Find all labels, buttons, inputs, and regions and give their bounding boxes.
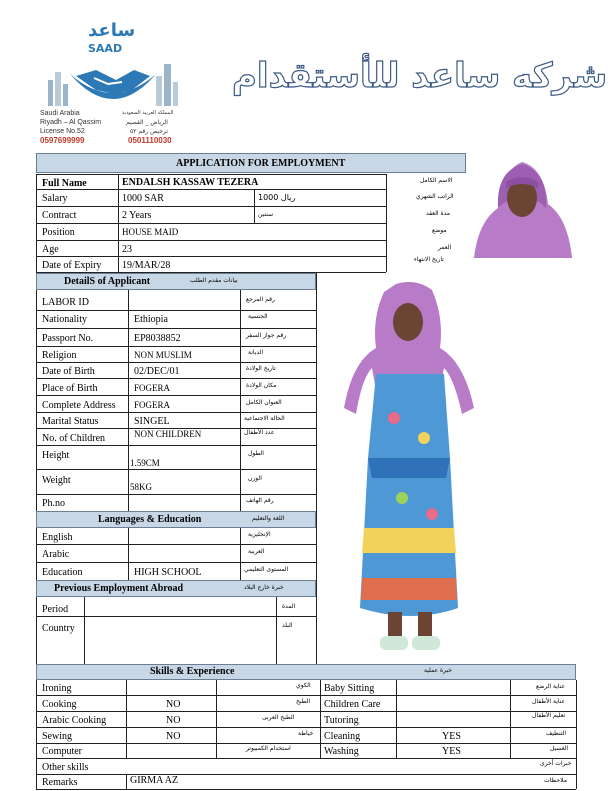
contract-value: 2 Years	[122, 210, 152, 221]
pob-label: Place of Birth	[42, 383, 98, 394]
children-ar: عدد الأطفال	[244, 429, 275, 436]
expiry-label: Date of Expiry	[42, 260, 102, 271]
skill-sewing-label: Sewing	[42, 731, 72, 742]
skills-header-bar	[36, 664, 576, 680]
previous-header-ar: خبرة خارج البلاد	[244, 584, 284, 591]
english-label: English	[42, 532, 73, 543]
nationality-label: Nationality	[42, 314, 87, 325]
arabic-ar: العربية	[248, 548, 265, 555]
english-ar: الإنجليزية	[248, 531, 271, 538]
religion-label: Religion	[42, 350, 77, 361]
applicant-header: DetailS of Applicant	[64, 276, 151, 287]
labor-id-ar: رقم المرجع	[246, 296, 275, 303]
contract-ar-value: سنتين	[258, 211, 274, 218]
skill-arabic-cooking-label: Arabic Cooking	[42, 715, 107, 726]
other-skills-label: Other skills	[42, 762, 89, 773]
skill-tutoring-label: Tutoring	[324, 715, 359, 726]
weight-value: 58KG	[130, 482, 152, 492]
skill-babysitting-label: Baby Sitting	[324, 683, 375, 694]
nationality-ar: الجنسية	[248, 313, 268, 320]
company-title: شركه ساعد للأستقدام	[232, 56, 608, 96]
children-value: NON CHILDREN	[134, 429, 202, 439]
phone-ar: رقم الهاتف	[246, 497, 274, 504]
height-value: 1.59CM	[130, 458, 160, 468]
logo-latin-name: SAAD	[88, 42, 123, 55]
position-label: Position	[42, 227, 75, 238]
previous-header: Previous Employment Abroad	[54, 583, 184, 594]
logo-right-line: ترخيص رقم ٥٢	[130, 128, 168, 135]
skill-ironing-ar: الكوي	[296, 682, 311, 689]
children-label: No. of Children	[42, 433, 106, 444]
weight-ar: الوزن	[248, 475, 262, 482]
pob-ar: مكان الولادة	[246, 382, 277, 389]
arabic-label: Arabic	[42, 549, 70, 560]
skill-arabic-cooking-ar: الطبخ العربى	[262, 714, 295, 721]
applicant-headshot	[468, 152, 576, 258]
company-logo	[30, 18, 196, 150]
skill-ironing-label: Ironing	[42, 683, 72, 694]
salary-ar: الراتب الشهري	[416, 193, 454, 200]
salary-ar-value: 1000 ريال	[258, 193, 296, 202]
age-ar: العمر	[438, 244, 452, 251]
passport-label: Passport No.	[42, 333, 94, 344]
position-ar: موضع	[432, 227, 447, 234]
address-value: FOGERA	[134, 400, 171, 410]
height-ar: الطول	[248, 450, 264, 457]
marital-ar: الحالة الاجتماعية	[244, 415, 285, 422]
age-value: 23	[122, 244, 132, 255]
position-value: HOUSE MAID	[122, 227, 179, 237]
remarks-ar: ملاحظات	[544, 777, 567, 784]
passport-ar: رقم جواز السفر	[246, 332, 287, 339]
dob-value: 02/DEC/01	[134, 366, 180, 377]
phone-label: Ph.no	[42, 498, 66, 509]
skill-babysitting-ar: عناية الرضع	[536, 683, 566, 690]
languages-header: Languages & Education	[98, 514, 202, 525]
skill-cooking-ar: الطبخ	[296, 698, 311, 705]
languages-header-ar: اللغة والتعليم	[252, 515, 285, 522]
logo-right-line: الرياض _ القصيم	[126, 119, 168, 126]
form-title: APPLICATION FOR EMPLOYMENT	[176, 158, 346, 169]
nationality-value: Ethiopia	[134, 314, 168, 325]
full-name-value: ENDALSH KASSAW TEZERA	[122, 177, 259, 188]
country-label: Country	[42, 623, 75, 634]
religion-ar: الديانة	[248, 349, 264, 356]
skill-childcare-label: Children Care	[324, 699, 381, 710]
education-ar: المستوى التعليمي	[244, 566, 289, 573]
skill-arabic-cooking-value: NO	[166, 715, 181, 726]
salary-label: Salary	[42, 193, 68, 204]
education-value: HIGH SCHOOL	[134, 567, 202, 578]
logo-left-line: License No.52	[40, 128, 85, 135]
applicant-full-photo	[336, 278, 486, 666]
address-ar: العنوان الكامل	[246, 399, 282, 406]
skill-childcare-ar: عناية الأطفال	[532, 698, 566, 705]
skill-tutoring-ar: تعليم الأطفال	[532, 712, 566, 719]
full-name-ar: الاسم الكامل	[420, 177, 453, 184]
full-name-label: Full Name	[42, 178, 87, 189]
pob-value: FOGERA	[134, 383, 171, 393]
skill-washing-label: Washing	[324, 746, 359, 757]
skill-sewing-ar: خياطة	[298, 730, 314, 737]
expiry-value: 19/MAR/28	[122, 260, 171, 271]
marital-label: Marital Status	[42, 416, 99, 427]
labor-id-label: LABOR ID	[42, 297, 89, 308]
skill-sewing-value: NO	[166, 731, 181, 742]
passport-value: EP8038852	[134, 333, 181, 344]
age-label: Age	[42, 244, 59, 255]
logo-phone-left: 0597699999	[40, 136, 85, 145]
skill-cleaning-value: YES	[442, 731, 461, 742]
skills-header: Skills & Experience	[150, 666, 235, 677]
period-ar: المدة	[282, 603, 296, 610]
skill-computer-label: Computer	[42, 746, 82, 757]
skill-washing-ar: الغسيل	[550, 745, 569, 752]
logo-phone-right: 0501110030	[128, 136, 172, 145]
skill-cleaning-ar: التنظيف	[546, 730, 567, 737]
skill-cooking-label: Cooking	[42, 699, 77, 710]
remarks-value: GIRMA AZ	[130, 775, 179, 786]
expiry-ar: تاريخ الانتهاء	[414, 256, 444, 263]
marital-value: SINGEL	[134, 416, 170, 427]
contract-label: Contract	[42, 210, 77, 221]
salary-value: 1000 SAR	[122, 193, 164, 204]
skills-header-ar: خبرة عملية	[424, 667, 452, 674]
weight-label: Weight	[42, 475, 71, 486]
height-label: Height	[42, 450, 70, 461]
remarks-label: Remarks	[42, 777, 78, 788]
logo-left-line: Riyadh – Al Qassim	[40, 119, 102, 126]
logo-left-line: Saudi Arabia	[40, 110, 80, 117]
country-ar: البلد	[282, 622, 293, 629]
handshake-icon	[36, 54, 190, 116]
contract-ar: مدة العقد	[426, 210, 450, 217]
skill-cooking-value: NO	[166, 699, 181, 710]
other-skills-ar: خبرات أخرى	[540, 760, 572, 767]
skill-washing-value: YES	[442, 746, 461, 757]
logo-arabic-name: ساعد	[88, 20, 136, 41]
skill-computer-ar: استخدام الكمبيوتر	[246, 745, 291, 752]
skill-cleaning-label: Cleaning	[324, 731, 361, 742]
address-label: Complete Address	[42, 400, 116, 411]
education-label: Education	[42, 567, 83, 578]
logo-right-line: المملكة العربية السعودية	[122, 110, 174, 116]
applicant-header-ar: بيانات مقدم الطلب	[190, 277, 238, 284]
period-label: Period	[42, 604, 69, 615]
dob-ar: تاريخ الولادة	[246, 365, 276, 372]
dob-label: Date of Birth	[42, 366, 95, 377]
religion-value: NON MUSLIM	[134, 350, 192, 360]
